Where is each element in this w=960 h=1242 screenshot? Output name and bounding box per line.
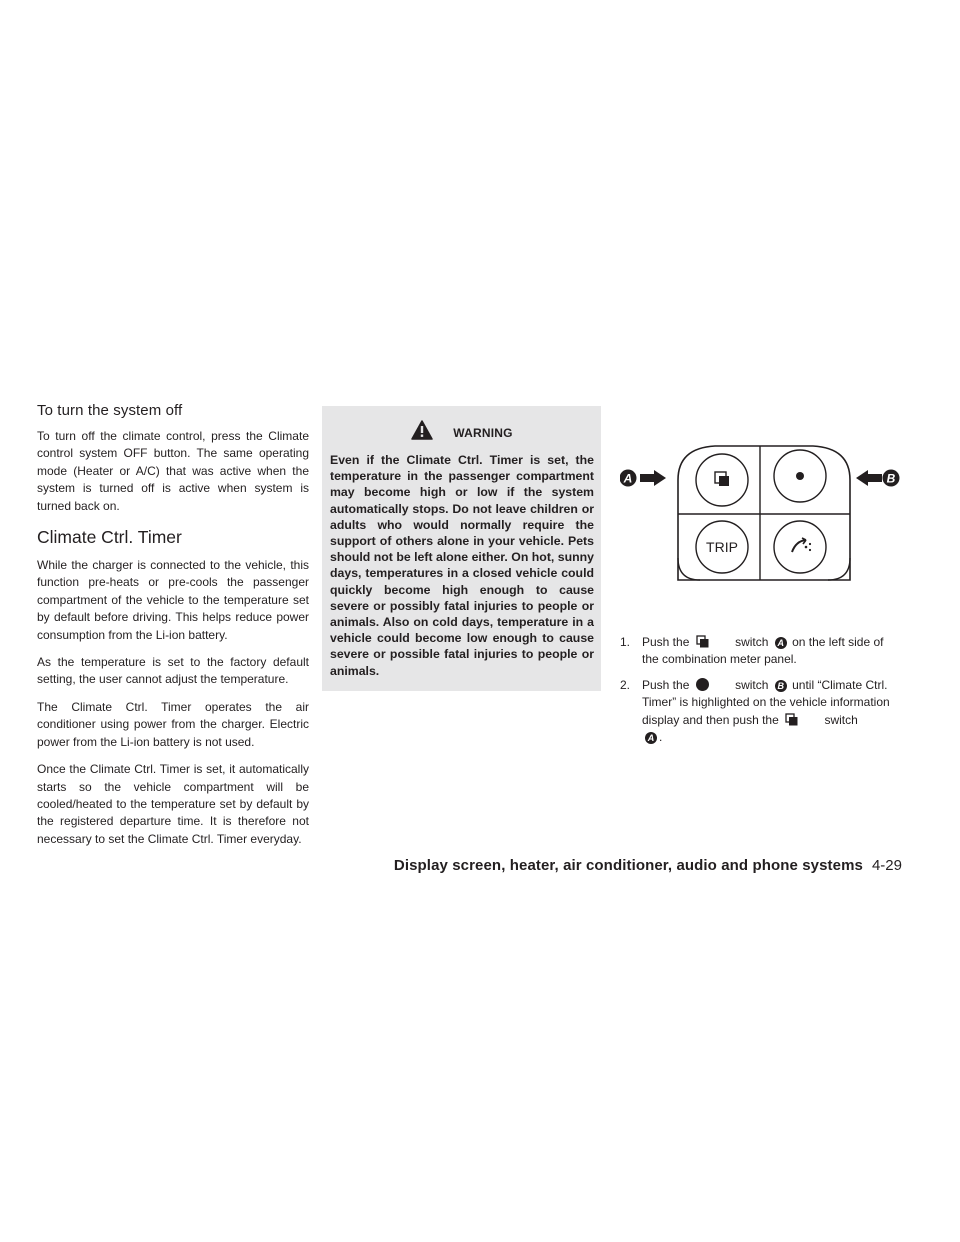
- label-b-marker: B: [886, 471, 896, 486]
- step-number: 2.: [620, 677, 631, 692]
- step-text: [642, 634, 902, 669]
- footer-section-title: Display screen, heater, air conditioner, audio and phone systems: [393, 857, 863, 874]
- paragraph: The Climate Ctrl. Timer operates the air conditioner using power from the charger. Electric power from the Li-ion battery is not used.: [37, 699, 309, 749]
- trip-button-label: TRIP: [706, 539, 738, 555]
- switch-panel-diagram: [620, 440, 902, 610]
- step-text-part: switch: [735, 677, 769, 692]
- step-item: [620, 634, 902, 669]
- warning-triangle-icon: [411, 420, 433, 445]
- dot-switch-icon: [696, 678, 709, 691]
- warning-box: [322, 406, 601, 691]
- warning-header: [330, 420, 594, 445]
- step-text-part: Push the: [642, 677, 690, 692]
- warning-text: Even if the Climate Ctrl. Timer is set, the temperature in the passenger compartment may become high or low if the system automatically stops. Do not leave children or adults who would normally require the support of others alone in your vehicle. Pets should not be left alone either. On hot, sunny days, temperatures in a closed vehicle could quickly become high enough to cause severe or possibly fatal injuries to people or animals. Also on cold days, temperature in a vehicle could become low enough to cause severe or possible fatal injuries to people or animals.: [330, 453, 594, 678]
- step-text-part: on the left side of the combination meter panel.: [642, 635, 884, 667]
- display-switch-icon: [696, 635, 709, 648]
- paragraph: Once the Climate Ctrl. Timer is set, it automatically starts so the vehicle compartment will be cooled/heated to the temperature set by default by the registered departure time. It is therefore not necessary to set the Climate Ctrl. Timer everyday.: [37, 762, 309, 846]
- step-text-part: Push the: [642, 635, 690, 649]
- step-item: [620, 677, 902, 747]
- step-text-part: switch: [824, 712, 858, 727]
- subheading-turn-off: To turn the system off: [37, 402, 183, 419]
- step-number: 1.: [620, 635, 631, 649]
- label-b-badge: B: [775, 680, 787, 692]
- paragraph: While the charger is connected to the vehicle, this function pre-heats or pre-cools the passenger compartment of the vehicle to the temperature set by default before driving. This helps reduce power consumption from the Li-ion battery.: [37, 558, 309, 642]
- paragraph: As the temperature is set to the factory default setting, the user cannot adjust the temperature.: [37, 655, 309, 687]
- step-text-part: until “Climate Ctrl. Timer” is highlighted on the vehicle information display and then push the: [642, 677, 890, 727]
- step-text-part: .: [659, 730, 663, 745]
- step-text: [642, 677, 902, 747]
- warning-title: WARNING: [453, 425, 513, 440]
- page-number: 4-29: [871, 857, 902, 874]
- paragraph: To turn off the climate control, press the Climate control system OFF button. The same operating mode (Heater or A/C) that was active when the system is turned off is active when system is turned back on.: [37, 429, 309, 513]
- left-column: [37, 402, 309, 858]
- step-text-part: switch: [735, 635, 769, 649]
- instruction-steps: [620, 634, 902, 746]
- switch-panel-illustration: [620, 440, 902, 610]
- right-column: [620, 440, 902, 754]
- label-a-marker: A: [623, 471, 633, 486]
- section-heading: Climate Ctrl. Timer: [37, 527, 182, 548]
- page-footer: [394, 857, 902, 874]
- display-switch-icon: [785, 713, 798, 726]
- label-a-badge: A: [775, 637, 787, 649]
- label-a-badge: A: [645, 732, 657, 744]
- warning-column: [322, 406, 601, 691]
